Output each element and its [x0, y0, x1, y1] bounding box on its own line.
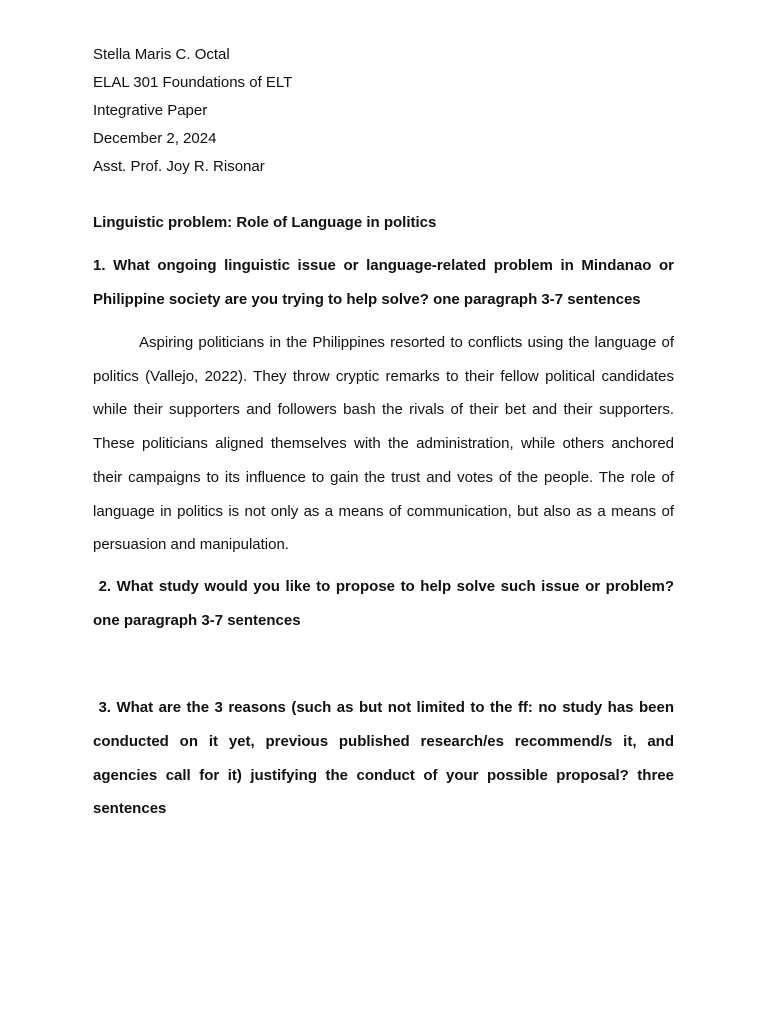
course-name: ELAL 301 Foundations of ELT — [93, 74, 293, 91]
paper-title: Linguistic problem: Role of Language in politics — [93, 214, 437, 231]
question-3: 3. What are the 3 reasons (such as but not limited to the ff: no study has been conducted on it yet, previous published research/es recommend/s it, and agencies call for it) justifying the conduct of your possible proposal? three sentences — [93, 699, 679, 818]
instructor-name: Asst. Prof. Joy R. Risonar — [93, 158, 265, 175]
question-2: 2. What study would you like to propose to help solve such issue or problem? one paragraph 3-7 sentences — [93, 578, 679, 629]
author-name: Stella Maris C. Octal — [93, 46, 230, 63]
question-1: 1. What ongoing linguistic issue or language-related problem in Mindanao or Philippine society are you trying to help solve? one paragraph 3-7 sentences — [93, 257, 674, 308]
paper-date: December 2, 2024 — [93, 130, 217, 147]
paper-type: Integrative Paper — [93, 102, 208, 119]
document-header — [93, 41, 693, 181]
answer-1-paragraph: Aspiring politicians in the Philippines resorted to conflicts using the language of politics (Vallejo, 2022). They throw cryptic remarks to their fellow political candidates while their supporters and followers bash the rivals of their bet and their supporters. These politicians aligned themselves with the administration, while others anchored their campaigns to its influence to gain the trust and votes of the people. The role of language in politics is not only as a means of communication, but also as a means of persuasion and manipulation. — [93, 334, 674, 554]
